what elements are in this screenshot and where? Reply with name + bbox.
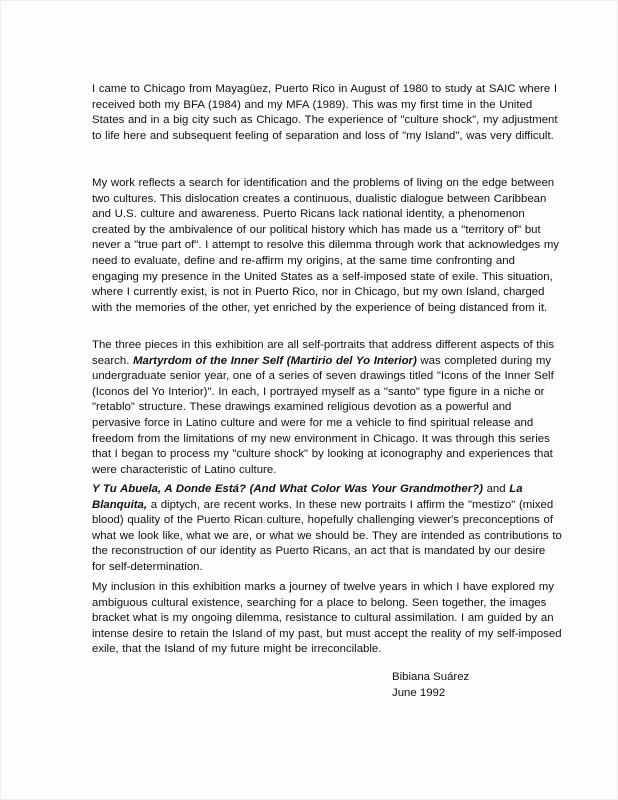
artwork-title-la-blanquita: La Blanquita, — [92, 483, 523, 511]
paragraph-arrival: I came to Chicago from Mayagüez, Puerto Rico in August of 1980 to study at SAIC where I received both my BFA (1984) and my MFA (1989). This was my first time in the United States and in a big city such as Chicago. The experience of "culture shock", my adjustment to life here and subsequent feeling of separation and loss of "my Island", was very difficult. — [92, 83, 558, 142]
author-name: Bibiana Suárez — [392, 671, 470, 683]
paragraph-self-portraits — [92, 338, 562, 478]
paragraph-diptych-rest: a diptych, are recent works. In these new portraits I affirm the "mestizo" (mixed blood) quality of the Puerto Rican culture, hopefully challenging viewer's preconceptions of what we look like, what we are, or what we should be. They are intended as contributions to the reconstruction of our identity as Puerto Ricans, an act that is mandated by our desire for self-determination. — [92, 498, 562, 573]
paragraph-journey: My inclusion in this exhibition marks a journey of twelve years in which I have explored my ambiguous cultural existence, searching for a place to belong. Seen together, the images bracket what is my ongoing dilemma, resistance to cultural assimilation. I am guided by an intense desire to retain the Island of my past, but must accept the reality of my self-imposed exile, that the Island of my future might be irreconcilable. — [92, 581, 562, 656]
artwork-title-tu-abuela: Y Tu Abuela, A Donde Está? (And What Color Was Your Grandmother?) — [92, 483, 483, 495]
paragraph-diptych-and: and — [482, 483, 510, 495]
paragraph-identity: My work reflects a search for identification and the problems of living on the edge between two cultures. This dislocation creates a continuous, dualistic dialogue between Caribbean and U.S. culture and awareness. Puerto Ricans lack national identity, a phenomenon created by the ambivalence of our political history which has made us a "territory of" but never a "true part of". I attempt to resolve this dilemma through work that acknowledges my need to evaluate, define and re-affirm my origins, at the same time confronting and engaging my presence in the United States as a self-imposed state of exile. This situation, where I currently exist, is not in Puerto Rico, nor in Chicago, but my own Island, charged with the memories of the other, yet enriched by the experience of being distanced from it. — [92, 177, 559, 314]
signature-date: June 1992 — [392, 686, 446, 699]
signature-block — [392, 670, 469, 701]
paragraph-diptych — [92, 482, 562, 576]
artwork-title-martyrdom: Martyrdom of the Inner Self (Martirio del Yo Interior) — [133, 354, 417, 367]
paragraph-self-portraits-intro: The three pieces in this exhibition are all self-portraits that address different aspects of this search. — [92, 339, 555, 367]
paragraph-self-portraits-rest: was completed during my undergraduate senior year, one of a series of seven drawings titled "Icons of the Inner Self (Iconos del Yo Interior)". In each, I portrayed myself as a "santo" type figure in a niche or "retablo" structure. These drawings examined religious devotion as a powerful and pervasive force in Latino culture and were for me a vehicle to find spiritual release and freedom from the limitations of my new environment in Chicago. It was through this series that I began to process my "culture shock" by looking at iconography and experiences that were characteristic of Latino culture. — [92, 354, 554, 476]
